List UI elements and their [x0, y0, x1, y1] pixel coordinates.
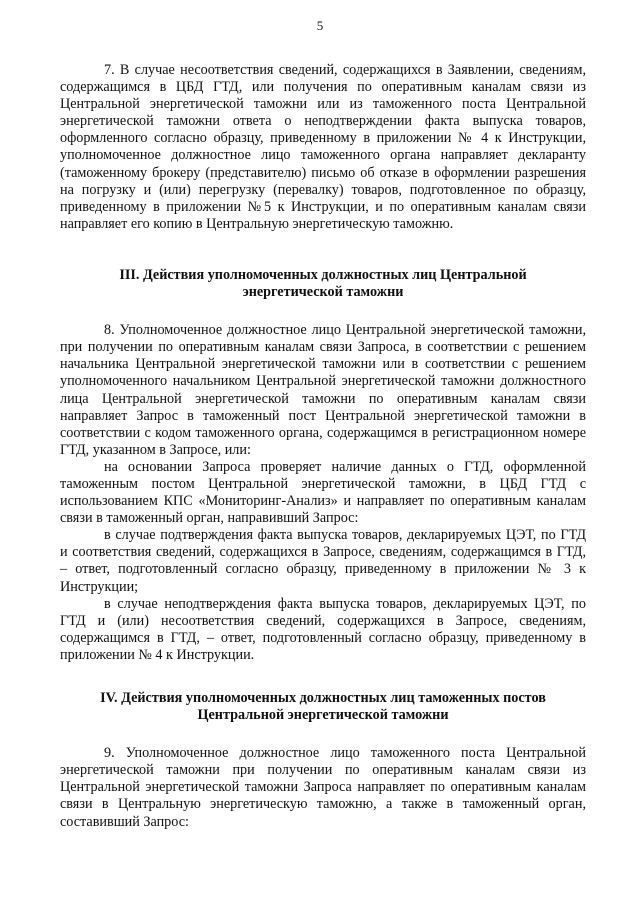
paragraph-9: 9. Уполномоченное должностное лицо таможенного поста Центральной энергетической таможни при получении по оперативным каналам связи из Центральной энергетической таможни Запроса направляет по оперативным каналам связи в Центральную энергетическую таможню, а также в таможенный орган, составивший Запрос:	[60, 745, 586, 830]
paragraph-8-deny: в случае неподтверждения факта выпуска товаров, декларируемых ЦЭТ, по ГТД и (или) несоответствия сведений, содержащихся в Запросе, сведениям, содержащимся в ГТД, – ответ, подготовленный согласно образцу, приведенному в приложении № 4 к Инструкции.	[60, 595, 586, 663]
paragraph-8-confirm: в случае подтверждения факта выпуска товаров, декларируемых ЦЭТ, по ГТД и соответствия сведений, содержащихся в Запросе, сведениям, содержащимся в ГТД, – ответ, подготовленный согласно образцу, приведенному в приложении № 3 к Инструкции;	[60, 527, 586, 595]
paragraph-8: 8. Уполномоченное должностное лицо Центральной энергетической таможни, при получении по оперативным каналам связи Запроса, в соответствии с решением начальника Центральной энергетической таможни или в соответствии с решением уполномоченного начальником Центральной энергетической таможни должностного лица Центральной энергетической таможни по оперативным каналам связи направляет Запрос в таможенный пост Центральной энергетической таможни в соответствии с кодом таможенного органа, содержащимся в регистрационном номере ГТД, указанном в Запросе, или:	[60, 322, 586, 458]
section-heading-iv: IV. Действия уполномоченных должностных лиц таможенных постов Центральной энергетической таможни	[100, 690, 546, 724]
section-heading-iii: III. Действия уполномоченных должностных лиц Центральной энергетической таможни	[119, 266, 527, 301]
paragraph-7: 7. В случае несоответствия сведений, содержащихся в Заявлении, сведениям, содержащимся в ЦБД ГТД, или получения по оперативным каналам связи из Центральной энергетической таможни или из таможенного поста Центральной энергетической таможни ответа о неподтверждении факта выпуска товаров, оформленного согласно образцу, приведенному в приложении № 4 к Инструкции, уполномоченное должностное лицо таможенного органа направляет декларанту (таможенному брокеру (представителю) письмо об отказе в оформлении разрешения на погрузку и (или) перегрузку (перевалку) товаров, подготовленное по образцу, приведенному в приложении №5 к Инструкции, и по оперативным каналам связи направляет его копию в Центральную энергетическую таможню.	[60, 62, 586, 232]
page-number: 5	[316, 18, 324, 33]
document-body	[60, 62, 586, 831]
paragraph-8-check: на основании Запроса проверяет наличие данных о ГТД, оформленной таможенным постом Центральной энергетической таможни, в ЦБД ГТД с использованием КПС «Мониторинг-Анализ» и направляет по оперативным каналам связи в таможенный орган, направивший Запрос:	[60, 458, 586, 527]
